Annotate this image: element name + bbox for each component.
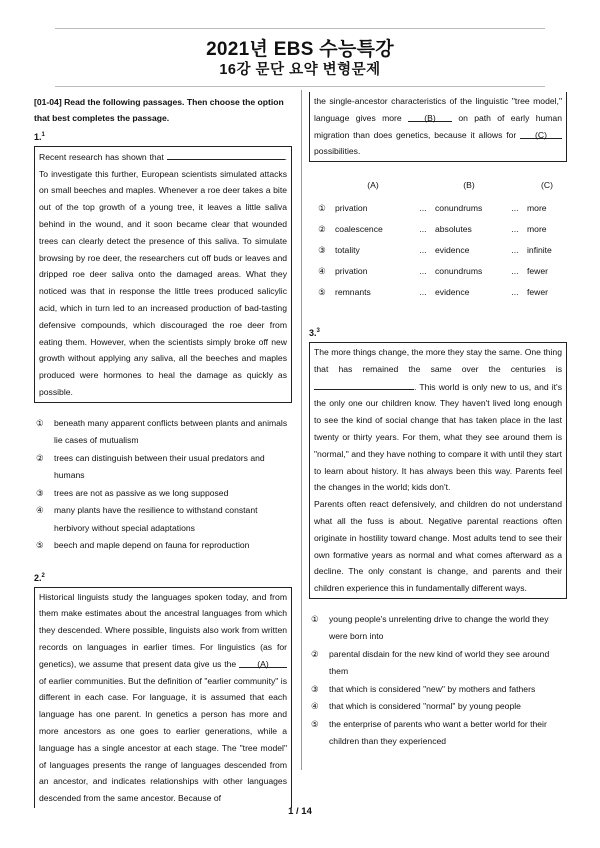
blank-b: (B)	[408, 110, 452, 122]
option-1-2[interactable]: ② trees can distinguish between their usual predators and humans	[36, 452, 265, 481]
page-number: 1 / 14	[288, 806, 312, 817]
left-column	[34, 95, 292, 808]
option-1-3[interactable]: ③ trees are not as passive as we long supposed	[36, 487, 229, 498]
choice-row-4[interactable]: ④ privation ... conundrums ... fewer	[318, 266, 549, 277]
answer-blank	[167, 148, 285, 160]
question-1-passage: Recent research has shown that . To investigate this further, European scientists simulated attacks on small beeches and maples. Whenever a roe deer takes a bite out of the top growth of a young tree, it leaves a little saliva behind in the wound, and it soon became clear that wounded trees can clearly detect the presence of this saliva. To simulate browsing by roe deer, the researchers cut off buds or leaves and dripped roe deer saliva onto the damaged areas. What they noticed was that in response the little trees produced salicylic acid, which in turn led to an increased production of bad-tasting defensive compounds, which discouraged the roe deer from eating them. However, when the scientists simply broke off new growth without applying any saliva, all the beeches and maples produced were hormones to heal the damage as quickly as possible.	[34, 146, 292, 403]
choice-header-row: (A) (B) (C)	[367, 179, 553, 190]
question-2-choices	[309, 172, 567, 303]
option-3-1[interactable]: ① young people's unrelenting drive to change the world they were born into	[311, 613, 549, 642]
question-1-number: 1.$^1$	[34, 132, 45, 142]
answer-blank	[314, 378, 414, 390]
choice-row-2[interactable]: ② coalescence ... absolutes ... more	[318, 224, 547, 235]
question-3-paragraph-2: Parents often react defensively, and children do not understand what all the fuss is about. Negative parental reactions often originate in hostility toward change. Most adults tend to see their own formative years as normal and what comes afterward as a decline. The only constant is change, and parents and their children experience this in fundamentally different ways.	[314, 499, 562, 594]
question-1-options	[34, 415, 292, 555]
page-title: 2021년 EBS 수능특강	[206, 39, 394, 60]
question-2-passage-part1: Historical linguists study the languages spoken today, and from them make estimates about the ancestral languages from which they descended. Where possible, linguists also work from written records on languages in earlier times. For linguistics (as for genetics), we assume that present data give us the (A) of earlier communities. But the definition of "earlier community" is different in each case. For language, it is assumed that each language has one parent. In genetics a person has more and more ancestors as one goes to earlier generations, while a language has a single ancestor at each stage. The "tree model" of languages presents the range of languages descended from an ancestor, and indicates relationships with other languages descended from the same ancestor. Because of	[34, 587, 292, 808]
question-2-number: 2.$^2$	[34, 572, 45, 583]
header-rule-bottom	[55, 86, 545, 87]
option-3-2[interactable]: ② parental disdain for the new kind of world they see around them	[311, 648, 550, 677]
right-column	[309, 92, 567, 751]
choice-row-1[interactable]: ① privation ... conundrums ... more	[318, 203, 547, 214]
question-3-number: 3.$^3$	[309, 328, 320, 339]
option-1-5[interactable]: ⑤ beech and maple depend on fauna for reproduction	[36, 540, 250, 551]
option-3-5[interactable]: ⑤ the enterprise of parents who want a better world for their children than they experienced	[311, 718, 547, 747]
page-subtitle: 16강 문단 요약 변형문제	[219, 62, 381, 78]
column-divider	[301, 90, 302, 770]
blank-a: (A)	[239, 656, 287, 668]
question-3-passage: The more things change, the more they stay the same. One thing that has remained the same over the centuries is . This world is only new to us, and it's the only one our children know. They haven't lived long enough to see the kind of social change that has taken place in the last twenty or thirty years. For them, what they see around them is "normal," and they have nothing to compare it with until they start to learn about history. It has always been this way. Parents feel the changes in the world; kids don't. Parents often react defensively, and children do not understand what all the fuss is about. Negative parental reactions often originate in hostility toward change. Most adults tend to see their own formative years as normal and what comes afterward as a decline. The only constant is change, and parents and their children experience this in fundamentally different ways.	[309, 342, 567, 599]
option-1-1[interactable]: ① beneath many apparent conflicts between plants and animals lie cases of mutualism	[36, 417, 288, 446]
question-2-passage-part2: the single-ancestor characteristics of the linguistic "tree model," language gives more (B) on path of early human migration than does genetics, because it allows for (C) possibilities.	[309, 92, 567, 162]
blank-c: (C)	[520, 127, 562, 139]
choice-row-5[interactable]: ⑤ remnants ... evidence ... fewer	[318, 287, 549, 298]
option-1-4[interactable]: ④ many plants have the resilience to withstand constant herbivory without special adaptations	[36, 505, 258, 533]
option-3-3[interactable]: ③ that which is considered "new" by mothers and fathers	[311, 683, 536, 694]
option-3-4[interactable]: ④ that which is considered "normal" by young people	[311, 701, 521, 712]
choice-row-3[interactable]: ③ totality ... evidence ... infinite	[318, 245, 552, 256]
instruction: [01-04] Read the following passages. Then choose the option that best completes the passage.	[34, 97, 284, 123]
header-rule-top	[55, 28, 545, 29]
question-3-options	[309, 611, 567, 751]
